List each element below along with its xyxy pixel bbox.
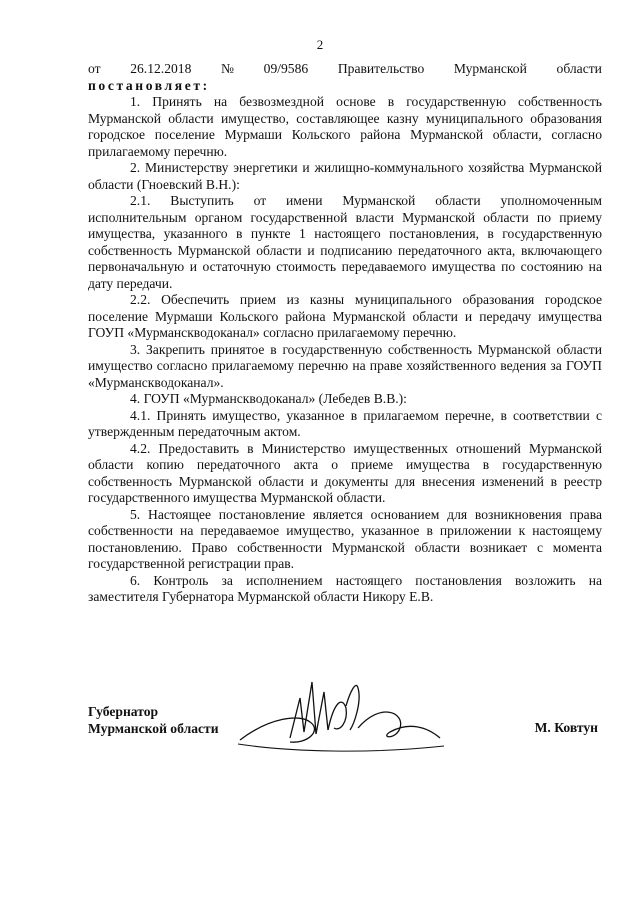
ref-issuer-2: Мурманской xyxy=(453,61,527,76)
paragraph-1: 1. Принять на безвозмездной основе в государственную собственность Мурманской области имущество, составляющее казну муниципального образования городское поселение Мурмаши Кольского района Мурманской области, согласно прилагаемому перечню. xyxy=(88,94,602,159)
paragraph-3: 3. Закрепить принятое в государственную собственность Мурманской области имущество согласно прилагаемому перечню на праве хозяйственного ведения за ГОУП «Мурманскводоканал». xyxy=(88,341,602,390)
reference-line xyxy=(88,61,602,78)
page-number: 2 xyxy=(316,37,324,52)
paragraph-4-2: 4.2. Предоставить в Министерство имущественных отношений Мурманской области копию передаточного акта о приеме имущества в государственную собственность Мурманской области и документы для внесения изменений в реестр государственного имущества Мурманской области. xyxy=(88,440,602,505)
ref-number-sign: № xyxy=(221,61,234,76)
signatory-title-line-2: Мурманской области xyxy=(88,720,219,736)
signatory-title-line-1: Губернатор xyxy=(88,704,159,719)
signatory-title xyxy=(88,704,219,737)
document-body xyxy=(88,61,602,606)
ref-issuer-1: Правительство xyxy=(337,61,425,76)
signatory-name: М. Ковтун xyxy=(534,720,598,735)
paragraph-4: 4. ГОУП «Мурманскводоканал» (Лебедев В.В.): xyxy=(130,391,407,406)
ref-from: от xyxy=(88,61,101,76)
paragraph-2: 2. Министерству энергетики и жилищно-коммунального хозяйства Мурманской области (Гноевский В.Н.): xyxy=(88,160,602,192)
paragraph-2-1: 2.1. Выступить от имени Мурманской области уполномоченным исполнительным органом государственной власти Мурманской области по приему имущества, указанного в пункте 1 настоящего постановления, в государственную собственность Мурманской области и подписанию передаточного акта, включающего первоначальную и остаточную стоимость передаваемого имущества по состоянию на дату передачи. xyxy=(88,193,602,291)
paragraph-6: 6. Контроль за исполнением настоящего постановления возложить на заместителя Губернатора Мурманской области Никору Е.В. xyxy=(88,572,602,604)
ref-issuer-3: области xyxy=(556,61,602,76)
paragraph-4-1: 4.1. Принять имущество, указанное в прилагаемом перечне, в соответствии с утвержденным передаточным актом. xyxy=(88,407,602,439)
decree-word: постановляет: xyxy=(88,77,210,93)
paragraph-2-2: 2.2. Обеспечить прием из казны муниципального образования городское поселение Мурмаши Кольского района Мурманской области и передачу имущества ГОУП «Мурманскводоканал» согласно прилагаемому перечню. xyxy=(88,292,602,340)
handwritten-signature xyxy=(230,662,450,762)
ref-date: 26.12.2018 xyxy=(130,61,192,76)
ref-number: 09/9586 xyxy=(263,61,309,76)
paragraph-5: 5. Настоящее постановление является основанием для возникновения права собственности на передаваемое имущество, указанное в приложении к настоящему постановлению. Право собственности Мурманской области возникает с момента государственной регистрации прав. xyxy=(88,506,602,571)
